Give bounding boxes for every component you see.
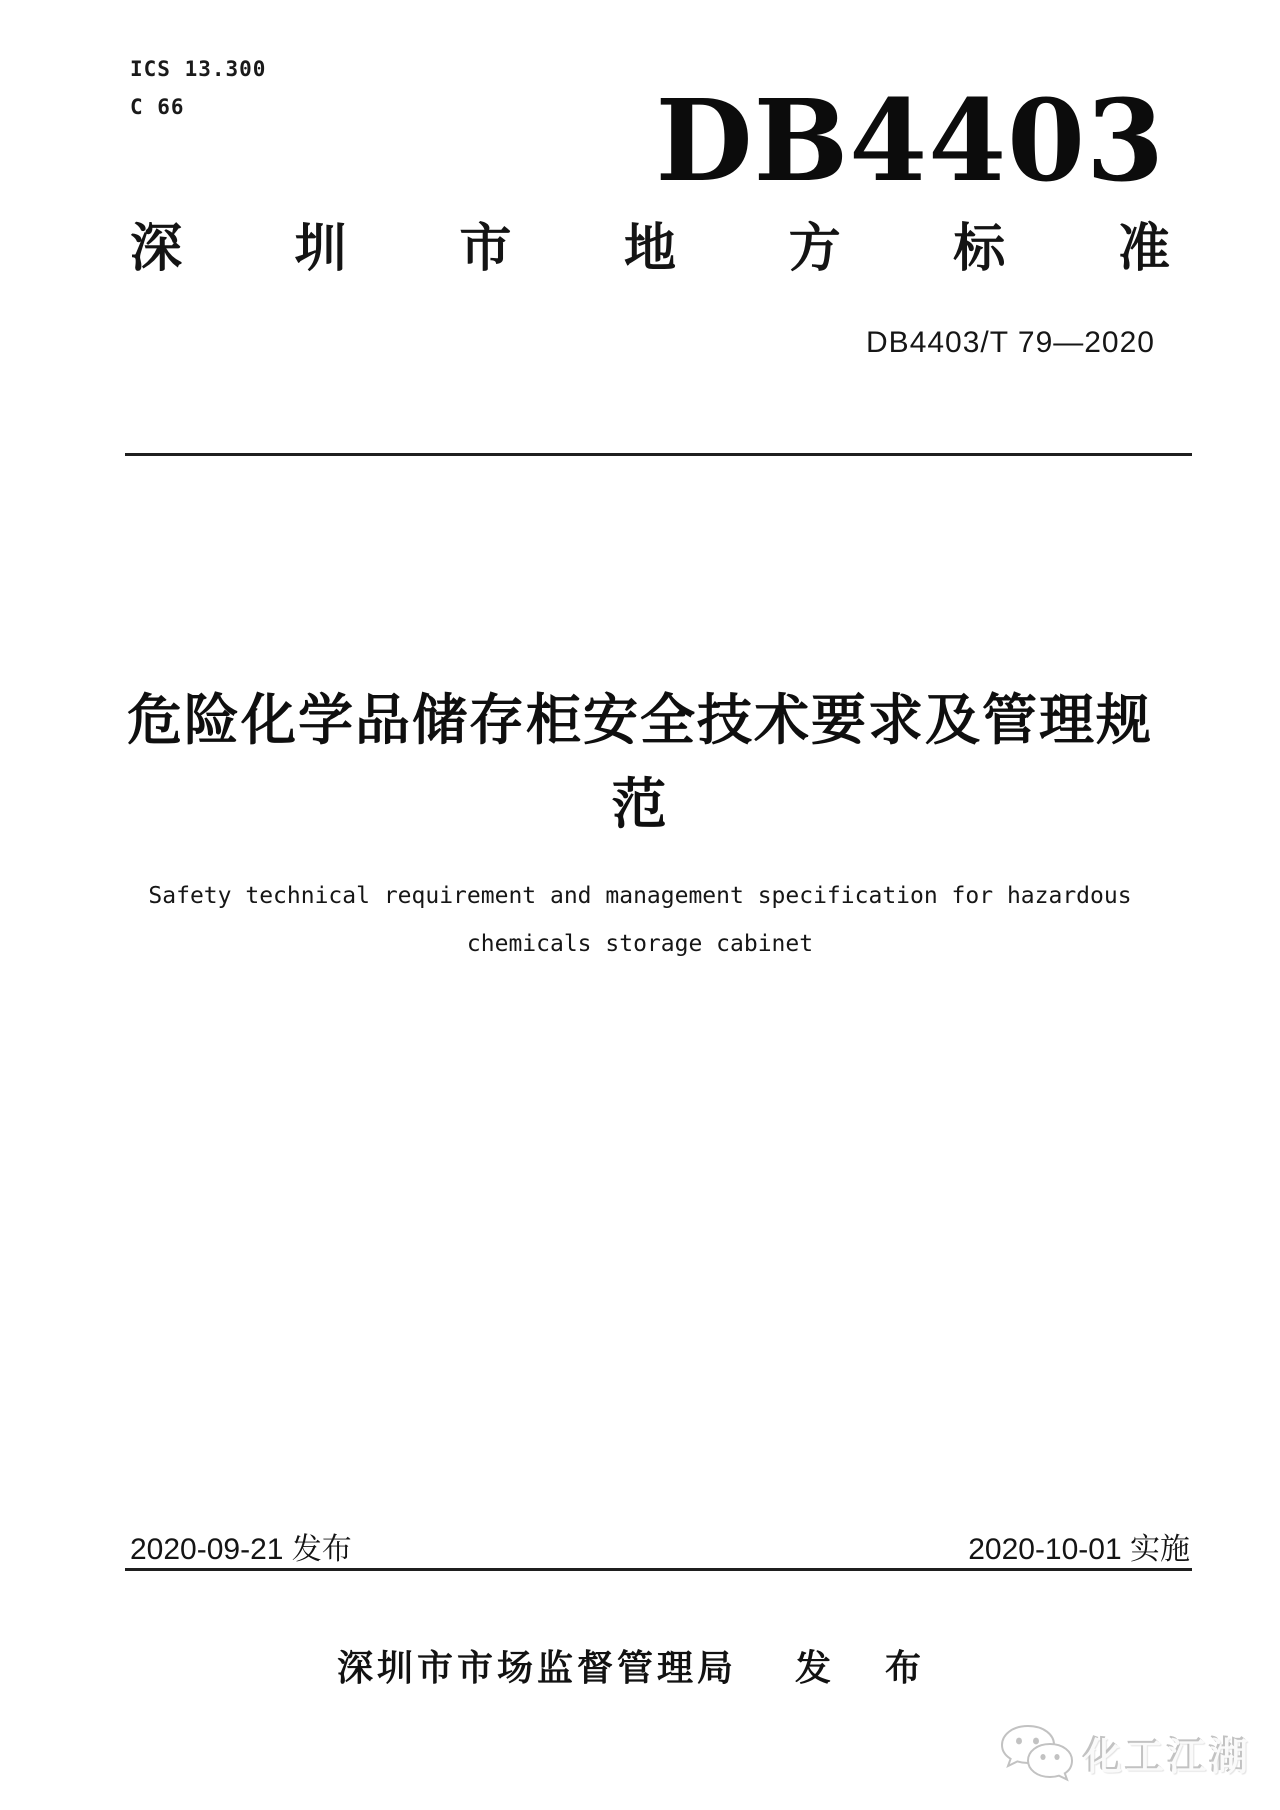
standard-type-char: 标 [953,220,1006,278]
subtitle-line-1: Safety technical requirement and management specification for hazardous [148,883,1132,909]
classification-code: C 66 [130,95,185,119]
standard-type-char: 方 [788,220,841,278]
document-title-en [0,872,1280,968]
title-line-2: 范 [611,773,669,835]
standard-type-char: 准 [1117,220,1170,278]
document-number: DB4403/T 79—2020 [866,326,1155,359]
standard-type-char: 深 [130,220,183,278]
implementation-date: 2020-10-01 实施 [968,1533,1190,1566]
publisher-name: 深圳市市场监督管理局 [336,1647,737,1688]
publish-label: 发 布 [795,1647,944,1688]
standard-type-row [130,206,1170,281]
wechat-bubbles-icon [998,1722,1076,1784]
dates-row [130,1524,1190,1568]
document-title-zh [0,678,1280,846]
issue-date: 2020-09-21 发布 [130,1533,352,1566]
title-line-1: 危险化学品储存柜安全技术要求及管理规 [126,689,1153,751]
publisher-row [0,1640,1280,1691]
standard-type-char: 地 [623,220,676,278]
subtitle-line-2: chemicals storage cabinet [466,931,814,957]
standard-type-char: 圳 [294,220,347,278]
top-divider-rule [125,453,1192,456]
standard-type-char: 市 [459,220,512,278]
ics-codes [130,50,266,126]
watermark-text: 化工江湖 [1083,1736,1252,1779]
standard-logo: DB4403 [655,76,1165,207]
watermark [998,1722,1252,1784]
bottom-divider-rule [125,1568,1192,1571]
ics-code: ICS 13.300 [130,57,267,81]
